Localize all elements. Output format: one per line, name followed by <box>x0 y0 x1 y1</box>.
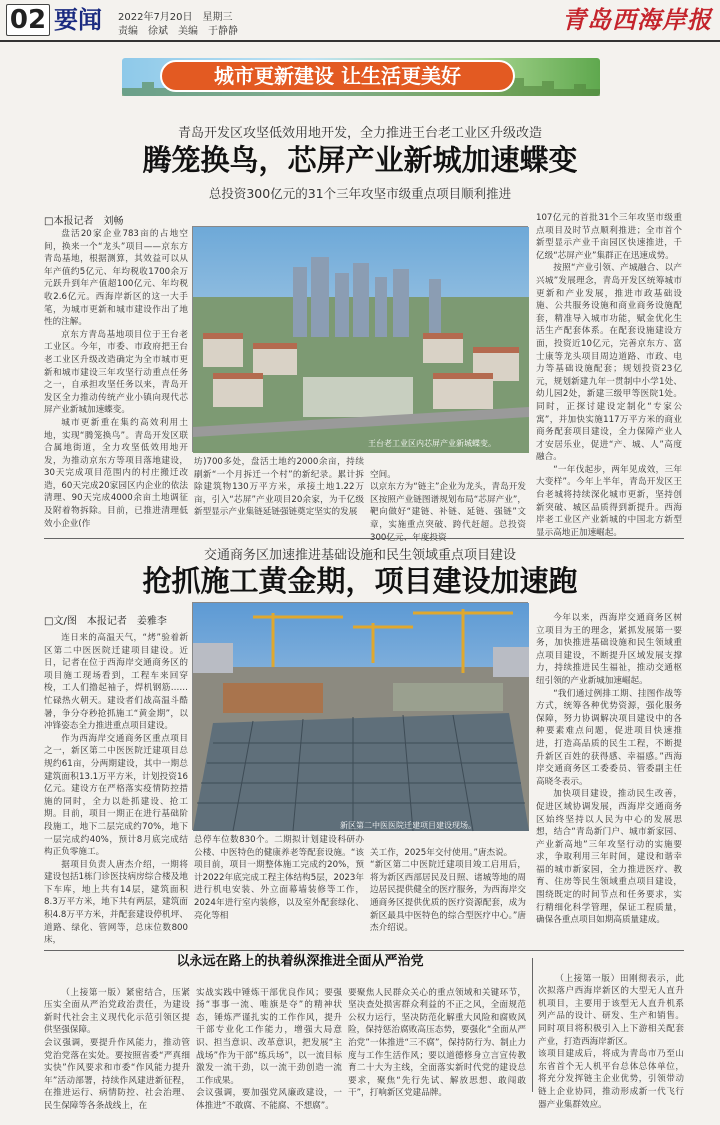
page-number: 02 <box>6 4 50 36</box>
city-aerial-image <box>193 227 529 453</box>
paragraph: 总停车位数830个。二期拟计划建设科研办公楼、中医特色的健康养老等配套设施。“该项目前，项目一期整体施工完成约20%，预计2022年底完成工程主体结构5层，2023年进行机电安装、外立面幕墙装修等工作，2024年进行室内装修，以及室外配套绿化、亮化等相 <box>194 835 364 921</box>
article2-headline: 抢抓施工黄金期，项目建设加速跑 <box>142 564 578 598</box>
section-divider <box>44 950 684 951</box>
paragraph: 107亿元的首批31个三年攻坚市级重点项目及时节点顺利推进；全市首个新型显示产业千亩园区快速推进，千亿级“芯屏产业”集群正在迅速成势。 <box>536 213 682 261</box>
paragraph: 据项目负责人唐杰介绍，一期将建设包括1栋门诊医技病房综合楼及地下车库，地上共有14层，建筑面积8.3万平方米，地下共有两层，建筑面积4.8万平方米，并配套建设停机坪、道路、绿化、管网等，总床位数800床， <box>44 859 188 946</box>
paragraph: 关工作，2025年交付使用。”唐杰说。 “新区第二中医院迁建项目竣工启用后，将为新区西部居民及日照、诸城等地的周边居民提供健全的医疗服务，为西海岸交通商务区提供优质的医疗资源配套，成为新区最具中医特色的综合型医疗中心。”唐杰介绍说。 <box>370 847 526 934</box>
article1-subhead: 总投资300亿元的31个三年攻坚市级重点项目顺利推进 <box>208 186 512 201</box>
paragraph: “我们通过例排工期、挂图作战等方式，统筹各种优势资源，强化服务保障，努力协调解决项目建设中的各种要素难点问题，促进项目快速推进，打造高品质的民生工程，不断提升新区百姓的获得感、幸福感。”西海岸交通商务区工委委员、管委副主任高晓冬表示。 <box>536 688 682 787</box>
banner-slogan: 城市更新建设 让生活更美好 <box>160 60 515 92</box>
paragraph: 空间。 以京东方为“链主”企业为龙头，青岛开发区按照产业链图谱规划布局“芯屏产业”，靶向做好“建链、补链、延链、强链”文章，实施重点突破、跨代赶超。总投资 <box>370 469 526 530</box>
paragraph: 盘活20家企业783亩的占地空间，换来一个“龙头”项目——京东方青岛基地，根据测算，其效益可以从年产值约5亿元、年均税收1700余万元跃升到年产值超100亿元、年均税收2.6亿元。西海岸新区的这一大手笔，为城市更新和城市建设作出了地性的注解。 <box>44 229 188 328</box>
paragraph: 坊)700多处，盘活土地约2000余亩，持续刷新“一个月拆迁一个村”的新纪录。累计拆除建筑物130万平方米，承接土地1.22万亩，引入“芯屏”产业项目20余家，为千亿级新型显示产业集链延链强链奠定坚实的发展 <box>194 457 364 518</box>
section-title: 要闻 <box>54 6 102 34</box>
article1-byline: □本报记者 刘畅 <box>44 216 124 227</box>
paragraph: “一年伐起步，两年见成效，三年大变样”。今年上半年，青岛开发区王台老城将持续深化城市更新，坚持创新突破、城区品质得到新提升。西海岸老工业区产业新城的中国北方新型显示高地正加速崛起。 <box>536 464 682 538</box>
column-divider <box>532 958 533 1092</box>
article2-photo <box>192 602 528 830</box>
paragraph: （上接第一版）田刚彻表示，此次拟落户西海岸新区的大型无人直升机项目，主要用于该型无人直升机系列产品的设计、研发、生产和销售。同时项目将积极引入上下游相关配套产业，打造西海岸新区。 该项目建成后，将成为青岛市乃至山东省首个无人机平台总体总体单位，将充分发挥链主企业优势，引领带动链上企业协同，推动形成新一代飞行器产业集群效应。 <box>538 973 684 1110</box>
related-news-column <box>538 960 684 1110</box>
masthead-logo: 青岛西海岸报 <box>562 5 712 34</box>
staff-line: 责编 徐斌 美编 于静静 <box>118 26 238 37</box>
paragraph: （上接第一版）紧密结合，压紧压实全面从严治党政治责任，为建设新时代社会主义现代化示范引领区提供坚强保障。 会议强调，要提升作风能力，推动管党治党落在实处。要按照省委“严真细实快”作风要求和市委“作风能力提升年”活动部署，持续作风建进新征程，在推进运行、病情防控、社会治理、民生保障等各条战线上，在 <box>44 987 190 1111</box>
article2-column-1 <box>44 632 188 946</box>
paragraph: 城市更新重在集约高效利用土地，实现“腾笼换鸟”。青岛开发区联合属地街道，全力攻坚低效用地开发，为推动京东方等项目落地建设，30天完成项目范围内的村庄搬迁改造，60天完成20家园区内企业的依法清理、90天完成4000余亩土地调征及附着物拆除。目前，已推进清理低效小企业(作 <box>44 417 188 529</box>
paragraph: 京东方青岛基地项目位于王台老工业区。今年，市委、市政府把王台老工业区升级改造确定为全市城市更新和城市建设三年攻坚行动重点任务之一，自承担攻坚任务以来，青岛开发区全力推动传统产业小镇向现代芯屏产业新城加速蝶变。 <box>44 329 188 416</box>
article2-byline: □文/图 本报记者 姜雅李 <box>44 616 167 627</box>
article1-column-2 <box>194 456 364 532</box>
date-line: 2022年7月20日 星期三 <box>118 12 233 23</box>
article2-photo-caption: 新区第二中医医院迁建项目建设现场。 <box>340 821 476 830</box>
article3-column-2 <box>196 974 342 1111</box>
paragraph: 实战实践中锤炼干部优良作风；要强扬“事事一流、唯旗是夺”的精神状态，锤炼严谨扎实的工作作风，提升干部专业化工作能力，增强大局意识、担当意识、改革意识，把发展“主战场”作为干部“练兵场”，以一流目标激发一流干劲，以一流干劲创造一流工作成果。 会议强调，要加强党风廉政建设，一体推进“不敢腐、不能腐、不想腐”。 <box>196 987 342 1111</box>
article2-column-2 <box>194 834 364 944</box>
article1-photo <box>192 226 528 452</box>
construction-site-image <box>193 603 529 831</box>
article3-column-1 <box>44 974 190 1111</box>
header-rule <box>0 40 720 42</box>
article1-column-3 <box>370 456 526 532</box>
article2-column-4 <box>536 612 682 944</box>
paragraph: 加快项目建设，推动民生改善，促进区域协调发展，西海岸交通商务区始终坚持以人民为中心的发展思想，结合“青岛新门户、城市新家园、产业新高地”三年攻坚行动的实施要求，争取利用三年时间，建设和谐幸福的城市新家园，全力推进医疗、教育、住房等民生领域重点项目建设，围绕既定的时间节点和任务要求，实行精细化科学管理，保证工程质量，确保各重点项目如期高质量建成。 <box>536 789 682 926</box>
article2-kicker: 交通商务区加速推进基础设施和民生领域重点项目建设 <box>203 548 516 563</box>
article1-column-4 <box>536 212 682 538</box>
paragraph: 今年以来，西海岸交通商务区树立项目为王的理念，紧抓发展第一要务，加快推进基础设施和民生领域重点项目建设，不断提升区域发展支撑力，持续推进民生福祉，推动交通枢纽引领的产业新城加速崛起。 <box>536 613 682 686</box>
article1-kicker: 青岛开发区攻坚低效用地开发，全力推进王台老工业区升级改造 <box>177 126 542 141</box>
article3-column-3 <box>348 974 526 1099</box>
article2-column-3 <box>370 834 526 944</box>
article1-column-1 <box>44 228 188 530</box>
article3-headline: 以永远在路上的执着纵深推进全面从严治党 <box>176 954 424 969</box>
paragraph: 连日来的高温天气，“烤”验着新区第二中医医院迁建项目建设。近日，记者在位于西海岸交通商务区的项目施工现场看到，工程车来回穿梭，工人们撸起袖子，焊机钢筋……忙碌热火朝天。建设者们战高温斗酷暑，争分夺秒抢抓施工“黄金期”，以冲锋姿态全力推进重点项目建设。 <box>44 633 188 732</box>
paragraph: 作为西海岸交通商务区重点项目之一，新区第二中医医院迁建项目总规约61亩，分两期建设，其中一期总建筑面积13.1万平方米，计划投资16亿元。建设方在严格落实疫情防控措施的同时，全力以赴抓建设、抢工期。目前，项目一期正在进行基础阶段施工，地下二层完成约70%，地下一层完成约40%，预计8月底完成结构正负零施工。 <box>44 733 188 858</box>
article1-photo-caption: 王台老工业区内芯屏产业新城蝶变。 <box>368 439 496 448</box>
paragraph: 要聚焦人民群众关心的重点领域和关键环节，坚决查处损害群众利益的不正之风，全面规范公权力运行，坚决防范化解重大风险和腐败风险，保持惩治腐败高压态势，要强化“全面从严治党”一体推进“三不腐”，保持防行为、制止力度与工作生活作风；要以道德修身立言宣传教育二十大为主线，全面落实新时代党的建设总要求，聚焦“先行先试、解放思想、敢闯敢干”，打响新区党建品牌。 <box>348 987 526 1099</box>
paragraph: 按照“产业引领、产城融合、以产兴城”发展理念，青岛开发区统筹城市更新和产业发展，推进市政基础设施、公共服务设施和商业商务设施配套，精准导入城市功能，赋金优化生活生产配套体系。在配套设施建设方面，投资近10亿元，完善京东方、富士康等龙头项目周边道路、市政、电力等基础设施配套；规划投资23亿元，规划新建九年一贯制中小学1处、幼儿园2处，新建三级甲等医院1处。同时，正探讨建设定制化“专家公寓”，并加快实施117万平方米的商业商务配套项目建设，全力保障产业人才安居乐业，促进“产、城、人”高度融合。 <box>536 263 682 463</box>
article1-headline: 腾笼换鸟，芯屏产业新城加速蝶变 <box>142 143 578 177</box>
section-divider <box>44 538 684 539</box>
